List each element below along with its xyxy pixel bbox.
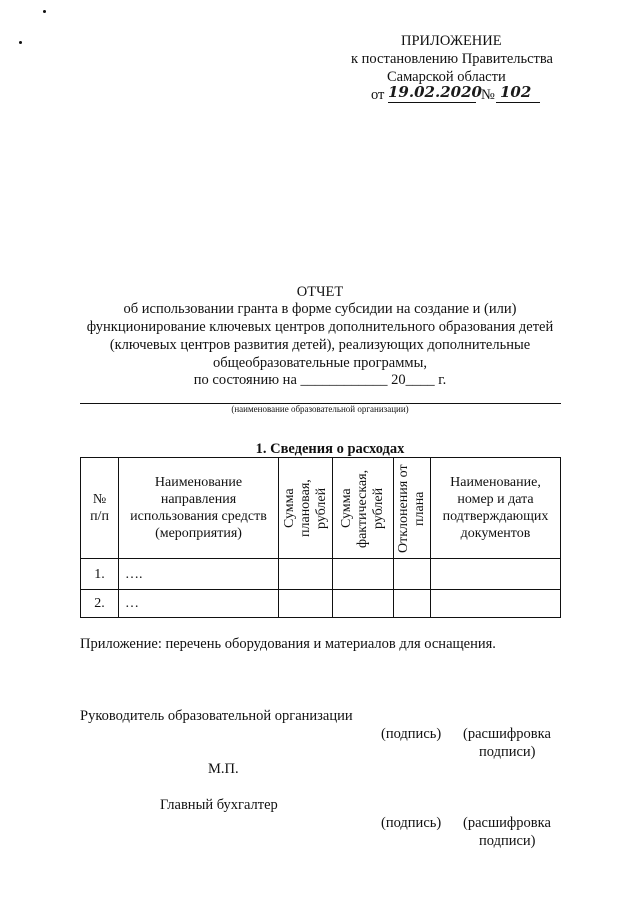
row-number: 1. (81, 559, 119, 590)
table-header-row (81, 458, 561, 559)
signature-decode-caption: подписи) (479, 833, 536, 849)
column-header-actual-sum: Сумма фактическая, рублей (333, 458, 394, 559)
row-deviation (394, 559, 431, 590)
column-header-documents: Наименование, номер и дата подтверждающих документов (431, 458, 561, 559)
signature-decode-caption: (расшифровка (463, 726, 551, 742)
signature-caption: (подпись) (381, 815, 442, 831)
accountant-signature-label: Главный бухгалтер (160, 797, 278, 813)
column-header-number: № п/п (81, 458, 119, 559)
row-actual-sum (333, 559, 394, 590)
expenses-table (80, 457, 561, 618)
column-header-deviation: Отклонения от плана (394, 458, 431, 559)
row-number: 2. (81, 590, 119, 618)
stamp-placeholder: М.П. (208, 761, 239, 777)
date-underline (388, 102, 476, 103)
row-actual-sum (333, 590, 394, 618)
signature-decode-caption: подписи) (479, 744, 536, 760)
report-date-line: по состоянию на ____________ 20____ г. (193, 372, 447, 388)
table-row (81, 590, 561, 618)
row-planned-sum (279, 590, 333, 618)
header-region-line: Самарской области (387, 69, 506, 85)
row-planned-sum (279, 559, 333, 590)
row-documents (431, 559, 561, 590)
header-date-prefix: от (371, 87, 385, 103)
handwritten-number: 102 (500, 83, 532, 101)
row-documents (431, 590, 561, 618)
report-heading: ОТЧЕТ (296, 284, 344, 300)
column-header-direction: Наименование направления использования средств (мероприятия) (119, 458, 279, 559)
number-underline (496, 102, 540, 103)
row-deviation (394, 590, 431, 618)
stray-mark (19, 41, 22, 44)
report-title-line: (ключевых центров развития детей), реализующих дополнительные (109, 337, 531, 353)
column-header-planned-sum: Сумма плановая, рублей (279, 458, 333, 559)
section-heading: 1. Сведения о расходах (255, 441, 405, 457)
row-direction: …. (119, 559, 279, 590)
signature-caption: (подпись) (381, 726, 442, 742)
report-title-line: об использовании гранта в форме субсидии на создание и (или) (123, 301, 517, 317)
table-row (81, 559, 561, 590)
header-decree-line: к постановлению Правительства (351, 51, 553, 67)
report-title-line: функционирование ключевых центров дополнительного образования детей (86, 319, 554, 335)
report-title-line: общеобразовательные программы, (213, 355, 427, 371)
signature-decode-caption: (расшифровка (463, 815, 551, 831)
header-appendix-title: ПРИЛОЖЕНИЕ (401, 33, 502, 49)
appendix-note: Приложение: перечень оборудования и материалов для оснащения. (80, 636, 496, 652)
head-signature-label: Руководитель образовательной организации (80, 708, 353, 724)
handwritten-date: 19.02.2020 (388, 83, 482, 101)
organization-caption: (наименование образовательной организации) (231, 404, 409, 414)
header-number-prefix: № (481, 87, 495, 103)
row-direction: … (119, 590, 279, 618)
stray-mark (43, 10, 46, 13)
